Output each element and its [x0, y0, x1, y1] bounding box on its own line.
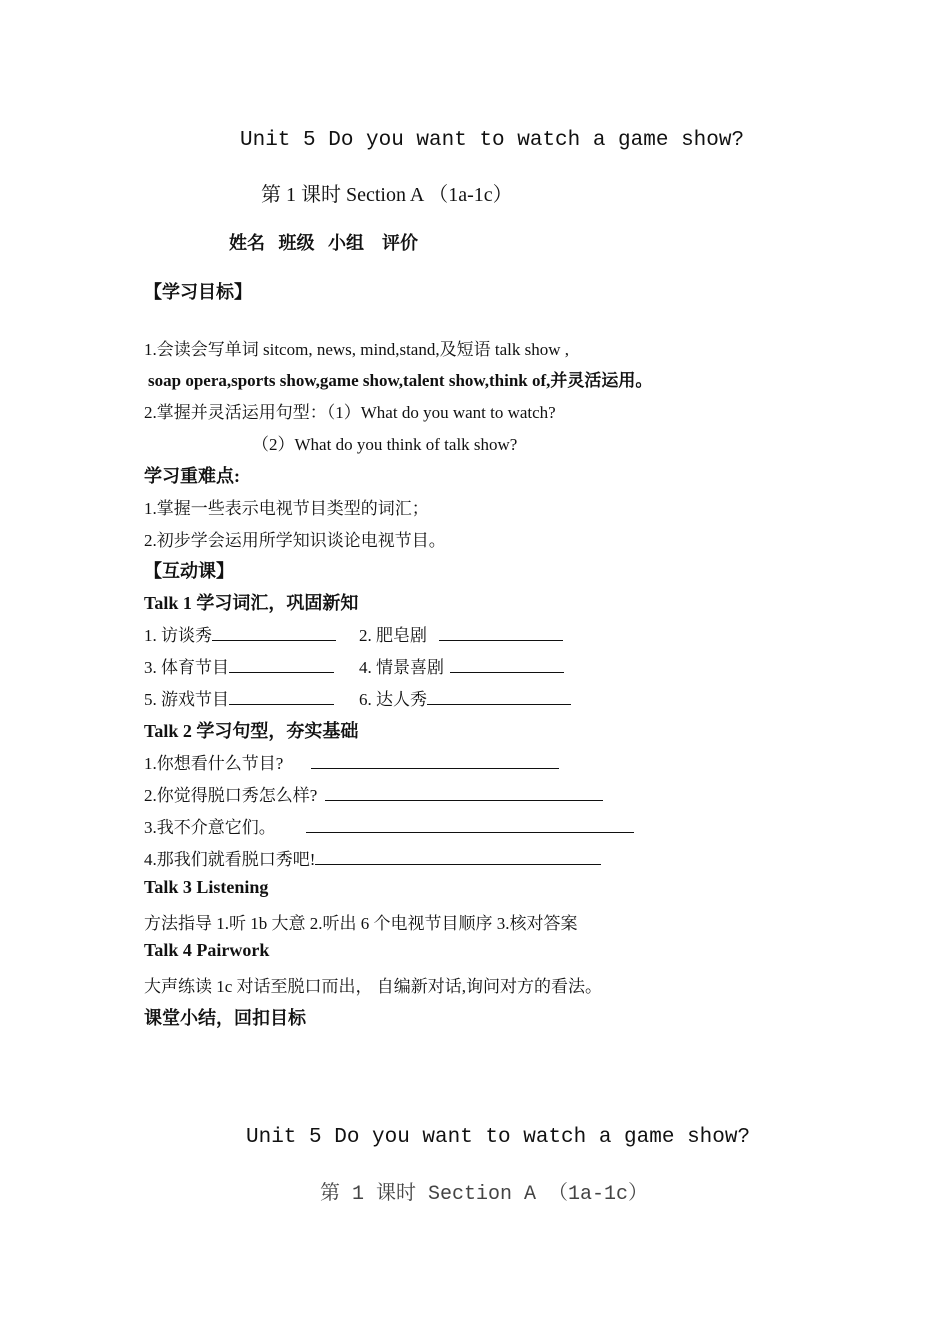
vocab-blank-3[interactable]	[229, 658, 334, 673]
vocab-blank-1[interactable]	[212, 626, 336, 641]
sentence-item-3: 3.我不介意它们。	[144, 813, 634, 838]
talk3-heading: Talk 3 Listening	[144, 877, 269, 897]
sentence-item-1: 1.你想看什么节目?	[144, 749, 559, 774]
vocab-blank-2[interactable]	[439, 626, 563, 641]
page2-title: Unit 5 Do you want to watch a game show?	[246, 1126, 751, 1149]
sentence-blank-4[interactable]	[315, 850, 601, 865]
vocab-item-4: 4. 情景喜剧	[359, 653, 564, 678]
page2-subtitle: 第 1 课时 Section A （1a-1c）	[320, 1183, 649, 1206]
vocab-item-1: 1. 访谈秀	[144, 621, 336, 646]
vocab-blank-6[interactable]	[427, 690, 571, 705]
vocab-item-5: 5. 游戏节目	[144, 685, 334, 710]
talk3-text: 方法指导 1.听 1b 大意 2.听出 6 个电视节目顺序 3.核对答案	[144, 914, 578, 933]
keypoint-2: 2.初步学会运用所学知识谈论电视节目。	[144, 531, 446, 550]
vocab-item-3: 3. 体育节目	[144, 653, 334, 678]
objective-1-line-2: soap opera,sports show,game show,talent show,think of,并灵活运用。	[148, 371, 653, 390]
keypoints-heading: 学习重难点:	[144, 466, 240, 486]
talk2-heading: Talk 2 学习句型，夯实基础	[144, 721, 359, 741]
objectives-heading: 【学习目标】	[144, 282, 252, 302]
sentence-item-2: 2.你觉得脱口秀怎么样?	[144, 781, 603, 806]
vocab-blank-5[interactable]	[229, 690, 334, 705]
talk4-text: 大声练读 1c 对话至脱口而出， 自编新对话,询问对方的看法。	[144, 977, 603, 996]
objective-1-line-1: 1.会读会写单词 sitcom, news, mind,stand,及短语 talk show ,	[144, 340, 569, 359]
lesson-subtitle: 第 1 课时 Section A （1a-1c）	[261, 184, 513, 206]
sentence-blank-2[interactable]	[325, 786, 603, 801]
vocab-item-2: 2. 肥皂剧	[359, 621, 563, 646]
summary-heading: 课堂小结，回扣目标	[144, 1008, 306, 1028]
interactive-heading: 【互动课】	[144, 561, 234, 581]
sentence-blank-1[interactable]	[311, 754, 559, 769]
objective-2-line-2: （2）What do you think of talk show?	[252, 435, 518, 454]
talk4-heading: Talk 4 Pairwork	[144, 940, 270, 960]
page-title: Unit 5 Do you want to watch a game show?	[240, 129, 745, 152]
sentence-item-4: 4.那我们就看脱口秀吧!	[144, 845, 601, 870]
vocab-blank-4[interactable]	[450, 658, 564, 673]
keypoint-1: 1.掌握一些表示电视节目类型的词汇；	[144, 499, 429, 518]
student-info: 姓名 班级 小组 评价	[229, 233, 418, 253]
talk1-heading: Talk 1 学习词汇，巩固新知	[144, 593, 359, 613]
objective-2-line-1: 2.掌握并灵活运用句型：（1）What do you want to watch?	[144, 403, 556, 422]
vocab-item-6: 6. 达人秀	[359, 685, 571, 710]
sentence-blank-3[interactable]	[306, 818, 634, 833]
